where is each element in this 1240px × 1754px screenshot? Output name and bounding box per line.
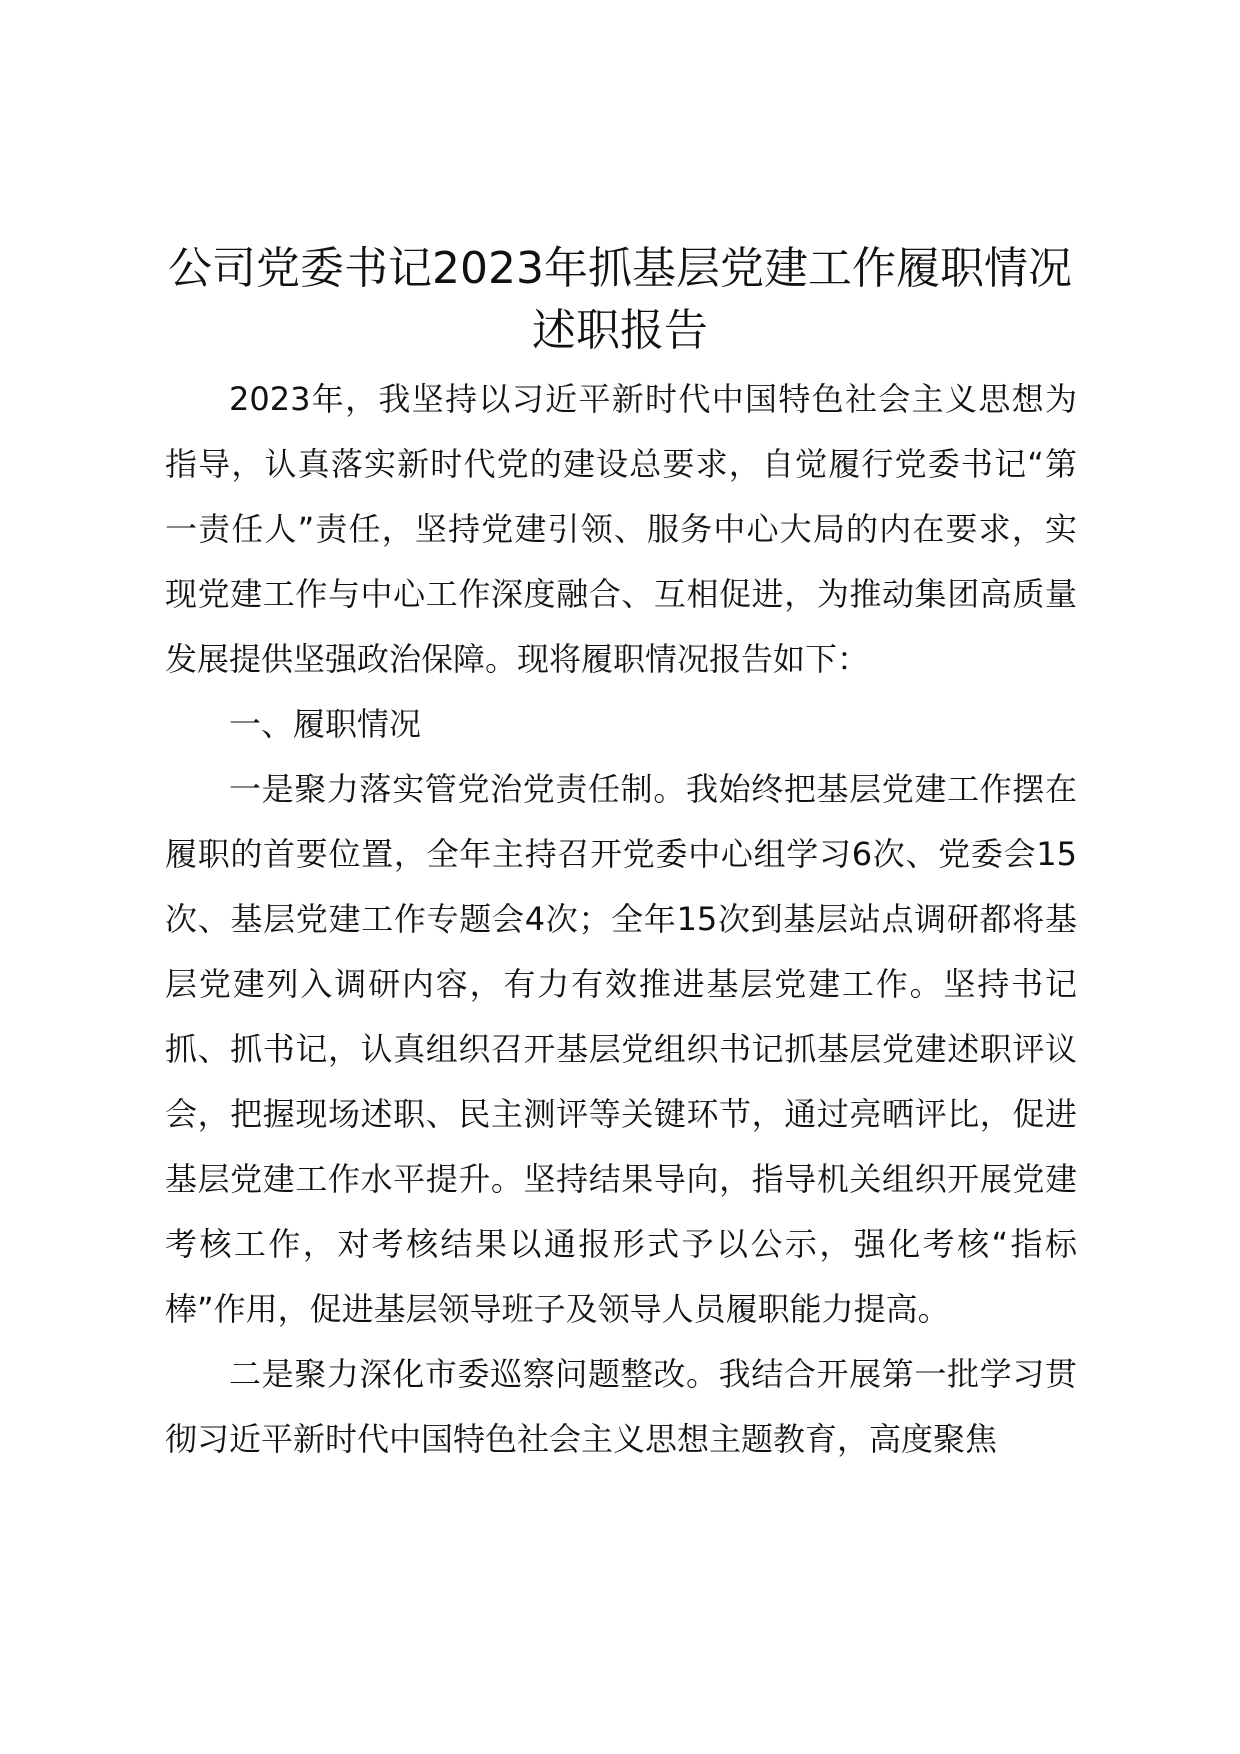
document-title: 公司党委书记2023年抓基层党建工作履职情况述职报告 bbox=[168, 243, 1072, 356]
body-paragraph-1: 一是聚力落实管党治党责任制。我始终把基层党建工作摆在履职的首要位置，全年主持召开党委中心组学习6次、党委会15次、基层党建工作专题会4次；全年15次到基层站点调研都将基层党建列入调研内容，有力有效推进基层党建工作。坚持书记抓、抓书记，认真组织召开基层党组织书记抓基层党建述职评议会，把握现场述职、民主测评等关键环节，通过亮晒评比，促进基层党建工作水平提升。坚持结果导向，指导机关组织开展党建考核工作，对考核结果以通报形式予以公示，强化考核“指标棒”作用，促进基层领导班子及领导人员履职能力提高。 bbox=[165, 770, 1077, 1328]
section-heading: 一、履职情况 bbox=[229, 705, 422, 743]
intro-paragraph: 2023年，我坚持以习近平新时代中国特色社会主义思想为指导，认真落实新时代党的建设总要求，自觉履行党委书记“第一责任人”责任，坚持党建引领、服务中心大局的内在要求，实现党建工作与中心工作深度融合、互相促进，为推动集团高质量发展提供坚强政治保障。现将履职情况报告如下： bbox=[165, 380, 1077, 678]
document-body bbox=[165, 367, 1077, 1472]
body-paragraph-2: 二是聚力深化市委巡察问题整改。我结合开展第一批学习贯彻习近平新时代中国特色社会主义思想主题教育，高度聚焦 bbox=[165, 1355, 1077, 1458]
